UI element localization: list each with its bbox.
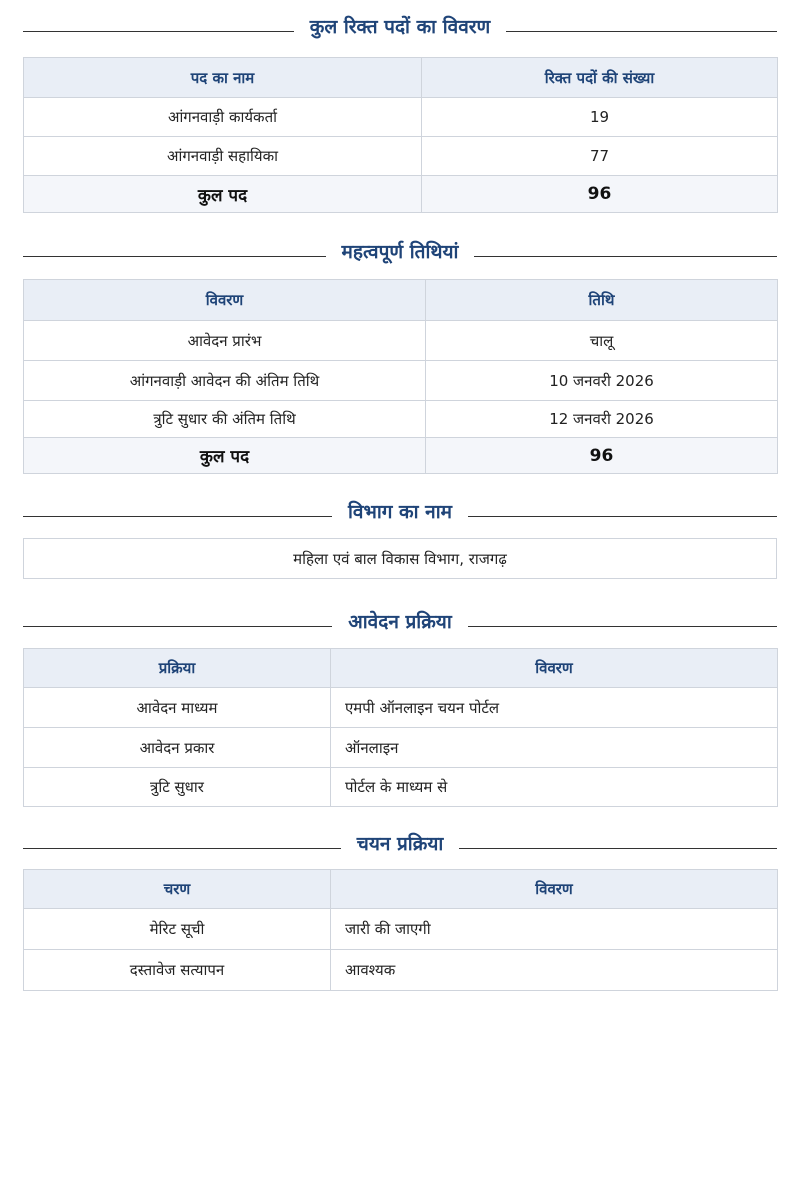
table-header-row [24,58,778,98]
divider-right [468,516,777,517]
process-detail: एमपी ऑनलाइन चयन पोर्टल [331,688,778,728]
table-row [24,98,778,137]
selection-detail: जारी की जाएगी [331,909,778,950]
column-header: विवरण [331,649,778,688]
divider-left [23,31,294,32]
column-header: विवरण [24,280,426,321]
dates-table [23,279,778,474]
selection-stage: दस्तावेज सत्यापन [24,950,331,991]
table-row [24,361,778,401]
event-date: 10 जनवरी 2026 [426,361,778,401]
department-name: महिला एवं बाल विकास विभाग, राजगढ़ [293,549,507,568]
event-date: 12 जनवरी 2026 [426,401,778,438]
table-row [24,950,778,991]
divider-right [459,848,777,849]
post-name: आंगनवाड़ी सहायिका [24,137,422,176]
table-row [24,768,778,807]
table-row [24,137,778,176]
column-header: पद का नाम [24,58,422,98]
divider-left [23,626,332,627]
post-count: 77 [422,137,778,176]
event-date: चालू [426,321,778,361]
divider-left [23,848,341,849]
process-detail: पोर्टल के माध्यम से [331,768,778,807]
process-detail: ऑनलाइन [331,728,778,768]
divider-left [23,256,326,257]
column-header: प्रक्रिया [24,649,331,688]
table-row [24,401,778,438]
section-title: विभाग का नाम [347,501,453,523]
selection-detail: आवश्यक [331,950,778,991]
table-header-row [24,649,778,688]
table-row [24,321,778,361]
event-name: आवेदन प्रारंभ [24,321,426,361]
section-heading-application-process [23,606,777,636]
section-heading-department [23,496,777,526]
divider-right [474,256,777,257]
column-header: रिक्त पदों की संख्या [422,58,778,98]
section-heading-vacancies [23,11,777,41]
divider-right [468,626,777,627]
vacancies-table [23,57,778,213]
process-step: त्रुटि सुधार [24,768,331,807]
selection-stage: मेरिट सूची [24,909,331,950]
post-name: आंगनवाड़ी कार्यकर्ता [24,98,422,137]
event-name: आंगनवाड़ी आवेदन की अंतिम तिथि [24,361,426,401]
total-value: 96 [426,438,778,474]
table-header-row [24,870,778,909]
column-header: विवरण [331,870,778,909]
total-row [24,438,778,474]
total-label: कुल पद [24,176,422,213]
total-row [24,176,778,213]
table-row [24,909,778,950]
section-title: कुल रिक्त पदों का विवरण [309,16,491,38]
table-header-row [24,280,778,321]
department-name-box [23,538,777,579]
section-title: आवेदन प्रक्रिया [348,611,452,633]
event-name: त्रुटि सुधार की अंतिम तिथि [24,401,426,438]
section-heading-selection-process [23,828,777,858]
application-process-table [23,648,778,807]
divider-right [506,31,777,32]
section-heading-dates [23,236,777,266]
column-header: तिथि [426,280,778,321]
section-title: महत्वपूर्ण तिथियां [341,241,459,263]
process-step: आवेदन प्रकार [24,728,331,768]
table-row [24,688,778,728]
total-label: कुल पद [24,438,426,474]
section-title: चयन प्रक्रिया [356,833,444,855]
process-step: आवेदन माध्यम [24,688,331,728]
divider-left [23,516,332,517]
total-value: 96 [422,176,778,213]
column-header: चरण [24,870,331,909]
table-row [24,728,778,768]
selection-process-table [23,869,778,991]
post-count: 19 [422,98,778,137]
